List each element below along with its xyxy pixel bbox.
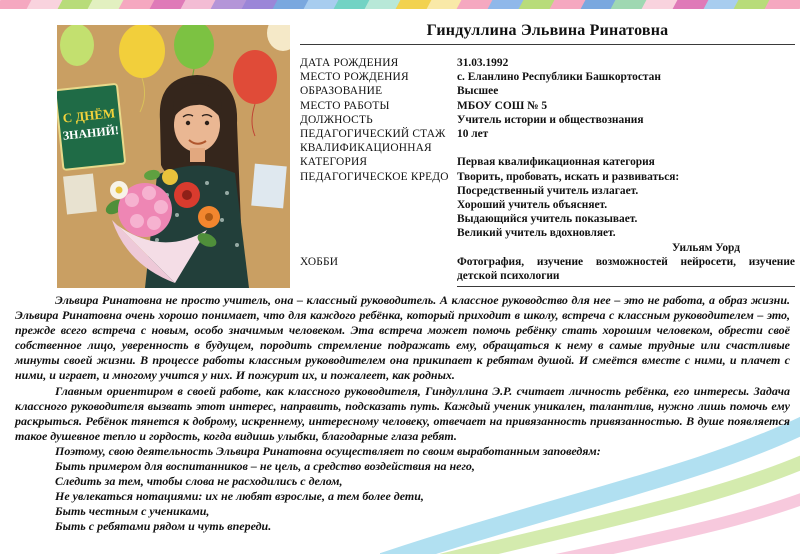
profile-info-panel [300, 22, 795, 287]
commandment-line: Быть честным с учениками, [55, 504, 210, 519]
field-value: с. Еланлино Республики Башкортостан [457, 71, 661, 84]
field-value: 31.03.1992 [457, 57, 509, 69]
field-value: 10 лет [457, 128, 489, 141]
info-grid [300, 56, 795, 287]
credo-line: Творить, пробовать, искать и развиваться: [457, 170, 680, 183]
essay-paragraph: Главным ориентиром в своей работе, как классного руководителя, Гиндуллина Э.Р. считает личность ребёнка, его интересы. Задача классного руководителя вызвать этот интерес, направить, подсказать путь. Каждый ученик уникален, талантлив, нужно лишь помочь ему раскрыться. Ребёнок тянется к доброму, искреннему, интересному человеку, отвечает на привязанность привязанностью. В душе появляется такое душевное тепло и гордость, когда видишь улыбки, благодарные глаза ребят. [15, 383, 790, 443]
essay-text [15, 293, 790, 535]
commandment-line: Не увлекаться нотациями: их не любят взрослые, а тем более дети, [55, 489, 424, 504]
field-label: ПЕДАГОГИЧЕСКИЙ СТАЖ [300, 128, 446, 141]
info-row-experience [300, 127, 795, 141]
info-row-category [300, 141, 795, 169]
field-value: Высшее [457, 85, 499, 98]
field-label: МЕСТО РАБОТЫ [300, 99, 390, 112]
credo-line: Посредственный учитель излагает. [457, 184, 639, 197]
credo-line: Выдающийся учитель показывает. [457, 213, 638, 226]
field-label: ОБРАЗОВАНИЕ [300, 85, 383, 98]
title-divider [300, 44, 795, 45]
field-label-line2: КАТЕГОРИЯ [300, 156, 368, 169]
profile-photo [57, 25, 290, 288]
info-row-position [300, 113, 795, 127]
credo-value [457, 170, 795, 255]
info-row-hobby [300, 255, 795, 287]
field-label: ПЕДАГОГИЧЕСКОЕ КРЕДО [300, 170, 449, 183]
banner-board [57, 84, 125, 170]
info-row-birthplace [300, 70, 795, 84]
credo-attribution: Уильям Уорд [672, 241, 740, 254]
banner-text-line2: ЗНАНИЙ! [62, 122, 120, 143]
field-label: ДОЛЖНОСТЬ [300, 113, 373, 126]
credo-line: Великий учитель вдохновляет. [457, 227, 616, 240]
info-row-education [300, 84, 795, 98]
top-decoration-bar [0, 0, 800, 9]
essay-paragraph: Эльвира Ринатовна не просто учитель, она – классный руководитель. А классное руководство для нее – это не работа, а образ жизни. Эльвира Ринатовна очень хорошо понимает, что для каждого ребёнка, который приходит в школу, встреча с классным руководителем – это, прежде всего встреча с новым, особо значимым человеком. Эта встреча может помочь ребёнку стать хорошим человеком, обрести своё собственное лицо, уверенность в будущем, породить стремление подражать ему, обращаться к нему в самые трудные или счастливые минуты своей жизни. В процессе работы классным руководителем она прикипает к ребятам душой. И смеётся вместе с ними, и плачет с ними, и играет, и многому учится у них. И пожурит их, и пожалеет, как родных. [15, 293, 790, 383]
field-label-line1: КВАЛИФИКАЦИОННАЯ [300, 142, 432, 155]
banner-text-line1: С ДНЁМ [62, 105, 116, 126]
field-label: ХОББИ [300, 255, 339, 268]
field-value: МБОУ СОШ № 5 [457, 99, 548, 112]
info-row-credo [300, 170, 795, 255]
field-value: Первая квалификационная категория [457, 156, 655, 169]
essay-paragraph: Поэтому, свою деятельность Эльвира Ринатовна осуществляет по своим выработанным заповедям: [55, 443, 601, 458]
photo-illustration [57, 25, 290, 288]
info-row-birthdate [300, 56, 795, 70]
field-label: МЕСТО РОЖДЕНИЯ [300, 71, 409, 84]
commandment-line: Быть примером для воспитанников – не цель, а средство воздействия на него, [55, 459, 475, 474]
commandment-line: Быть с ребятами рядом и чуть впереди. [55, 519, 272, 534]
page-title: Гиндуллина Эльвина Ринатовна [426, 22, 669, 39]
field-label [300, 141, 457, 169]
commandment-line: Следить за тем, чтобы слова не расходились с делом, [55, 474, 343, 489]
field-value: Учитель истории и обществознания [457, 113, 644, 126]
credo-line: Хороший учитель объясняет. [457, 199, 608, 212]
info-row-workplace [300, 99, 795, 113]
field-label: ДАТА РОЖДЕНИЯ [300, 57, 399, 69]
hobby-value: Фотография, изучение возможностей нейросети, изучение детской психологии [457, 255, 795, 287]
